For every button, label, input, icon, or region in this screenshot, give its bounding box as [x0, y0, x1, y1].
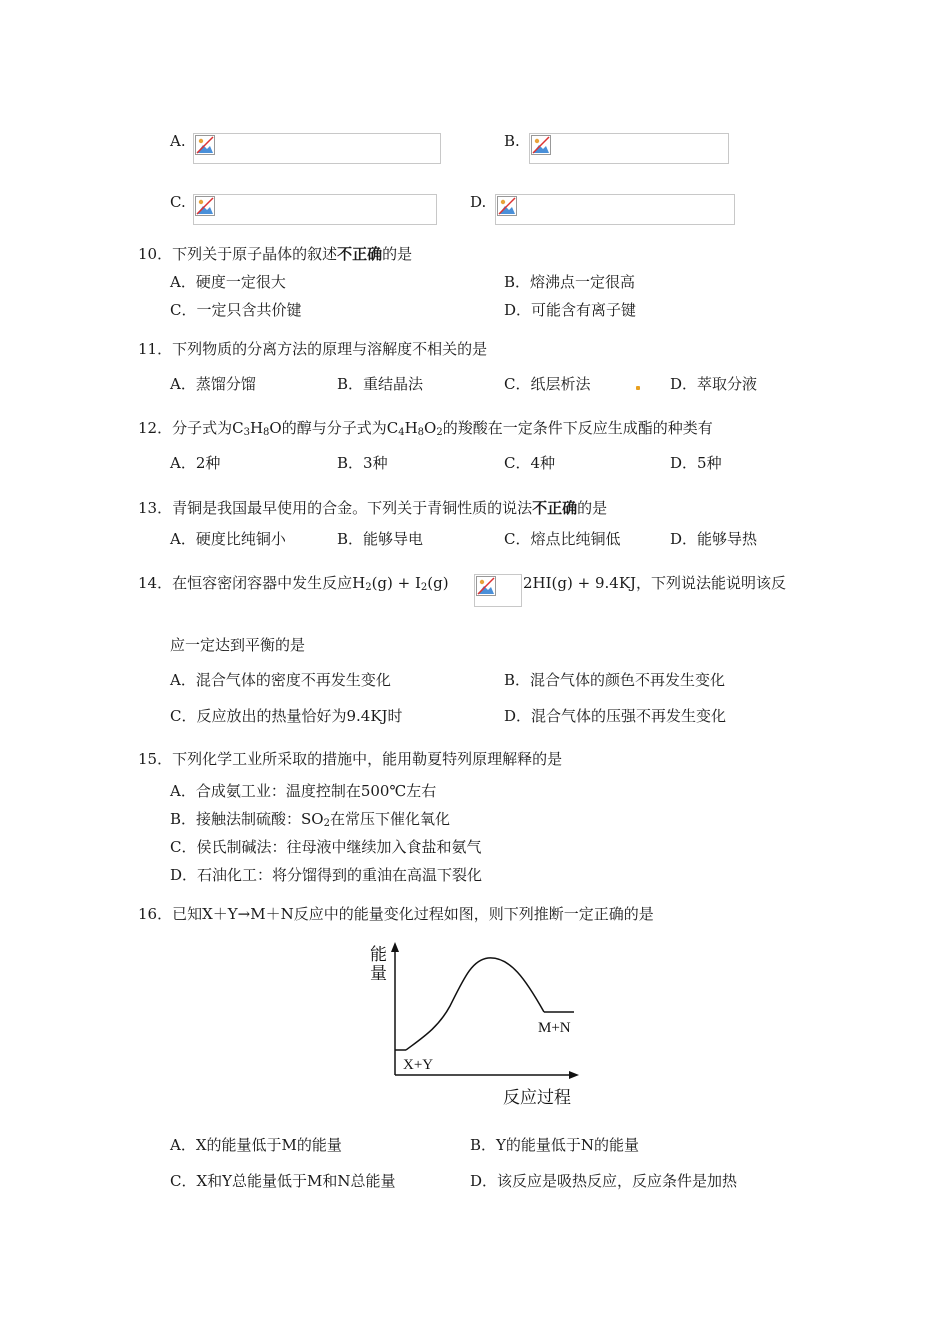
q10-option-c: C．一定只含共价键	[170, 301, 302, 319]
q16-option-b: B．Y的能量低于N的能量	[470, 1136, 640, 1154]
energy-curve	[406, 958, 544, 1050]
q14-number: 14．	[138, 574, 173, 592]
q10-option-a: A．硬度一定很大	[170, 273, 286, 291]
energy-diagram	[360, 938, 590, 1110]
q12-option-a: A．2种	[170, 454, 221, 472]
x-axis-label: 反应过程	[503, 1088, 571, 1107]
q14-stem-part2: 2HI(g) + 9.4KJ，下列说法能说明该反	[523, 574, 787, 592]
q9-option-b-image	[529, 133, 729, 164]
q11-stem: 11．下列物质的分离方法的原理与溶解度不相关的是	[138, 340, 488, 358]
reactants-label: X+Y	[403, 1057, 434, 1073]
q12-option-b: B．3种	[337, 454, 388, 472]
q12-stem: 12．分子式为$C_3H_8O$的醇与分子式为$C_4H_8O_2$的羧酸在一定条件下反应生成酯的种类有	[138, 419, 713, 438]
y-axis-label-2: 量	[370, 964, 387, 983]
q9-option-a-label: A.	[170, 132, 186, 150]
q14-option-b: B．混合气体的颜色不再发生变化	[504, 671, 726, 689]
broken-image-icon	[531, 135, 551, 155]
q9-option-b-label: B.	[504, 132, 520, 150]
q15-option-d: D．石油化工：将分馏得到的重油在高温下裂化	[170, 866, 483, 884]
q13-option-c: C．熔点比纯铜低	[504, 530, 621, 548]
q12-number: 12．	[138, 419, 173, 437]
q10-option-d: D．可能含有离子键	[504, 301, 637, 319]
x-axis-arrow	[569, 1071, 579, 1079]
q15-number: 15．	[138, 750, 173, 768]
q13-number: 13．	[138, 499, 173, 517]
equilibrium-arrow-image	[474, 574, 522, 607]
q15-option-b: B．接触法制硫酸：$SO_2$在常压下催化氧化	[170, 810, 450, 829]
q16-stem: 16．已知X＋Y→M＋N反应中的能量变化过程如图，则下列推断一定正确的是	[138, 905, 654, 923]
q15-stem: 15．下列化学工业所采取的措施中，能用勒夏特列原理解释的是	[138, 750, 563, 768]
q16-number: 16．	[138, 905, 173, 923]
q11-option-d: D．萃取分液	[670, 375, 758, 393]
q11-option-a: A．蒸馏分馏	[170, 375, 256, 393]
q13-stem: 13．青铜是我国最早使用的合金。下列关于青铜性质的说法不正确的是	[138, 499, 608, 517]
q13-option-d: D．能够导热	[670, 530, 758, 548]
q9-option-c-label: C.	[170, 193, 186, 211]
q15-option-c: C．侯氏制碱法：往母液中继续加入食盐和氨气	[170, 838, 482, 856]
emphasis: 不正确	[337, 245, 383, 263]
q14-option-d: D．混合气体的压强不再发生变化	[504, 707, 727, 725]
broken-image-icon	[476, 576, 496, 596]
q9-option-d-image	[495, 194, 735, 225]
q11-option-b: B．重结晶法	[337, 375, 424, 393]
q16-option-a: A．X的能量低于M的能量	[170, 1136, 342, 1154]
q16-option-d: D．该反应是吸热反应，反应条件是加热	[470, 1172, 738, 1190]
q15-option-a: A．合成氨工业：温度控制在500℃左右	[170, 782, 437, 800]
q10-option-b: B．熔沸点一定很高	[504, 273, 636, 291]
broken-image-icon	[497, 196, 517, 216]
q12-option-c: C．4种	[504, 454, 556, 472]
q13-option-b: B．能够导电	[337, 530, 424, 548]
stray-mark	[636, 386, 640, 390]
q13-option-a: A．硬度比纯铜小	[170, 530, 286, 548]
q9-option-c-image	[193, 194, 437, 225]
q10-number: 10．	[138, 245, 173, 263]
q9-option-d-label: D.	[470, 193, 487, 211]
broken-image-icon	[195, 135, 215, 155]
q14-option-c: C．反应放出的热量恰好为9.4KJ时	[170, 707, 403, 725]
emphasis: 不正确	[532, 499, 578, 517]
q14-option-a: A．混合气体的密度不再发生变化	[170, 671, 391, 689]
q11-option-c: C．纸层析法	[504, 375, 591, 393]
q14-stem-part1: 14．在恒容密闭容器中发生反应$H_2(g) + I_2(g)$	[138, 574, 449, 593]
q10-stem: 10．下列关于原子晶体的叙述不正确的是	[138, 245, 413, 263]
q11-number: 11．	[138, 340, 173, 358]
q9-option-a-image	[193, 133, 441, 164]
q16-option-c: C．X和Y总能量低于M和N总能量	[170, 1172, 396, 1190]
products-label: M+N	[538, 1020, 571, 1036]
q14-stem-continued: 应一定达到平衡的是	[170, 636, 306, 654]
broken-image-icon	[195, 196, 215, 216]
y-axis-label-1: 能	[370, 945, 387, 964]
q12-option-d: D．5种	[670, 454, 722, 472]
y-axis-arrow	[391, 942, 399, 952]
